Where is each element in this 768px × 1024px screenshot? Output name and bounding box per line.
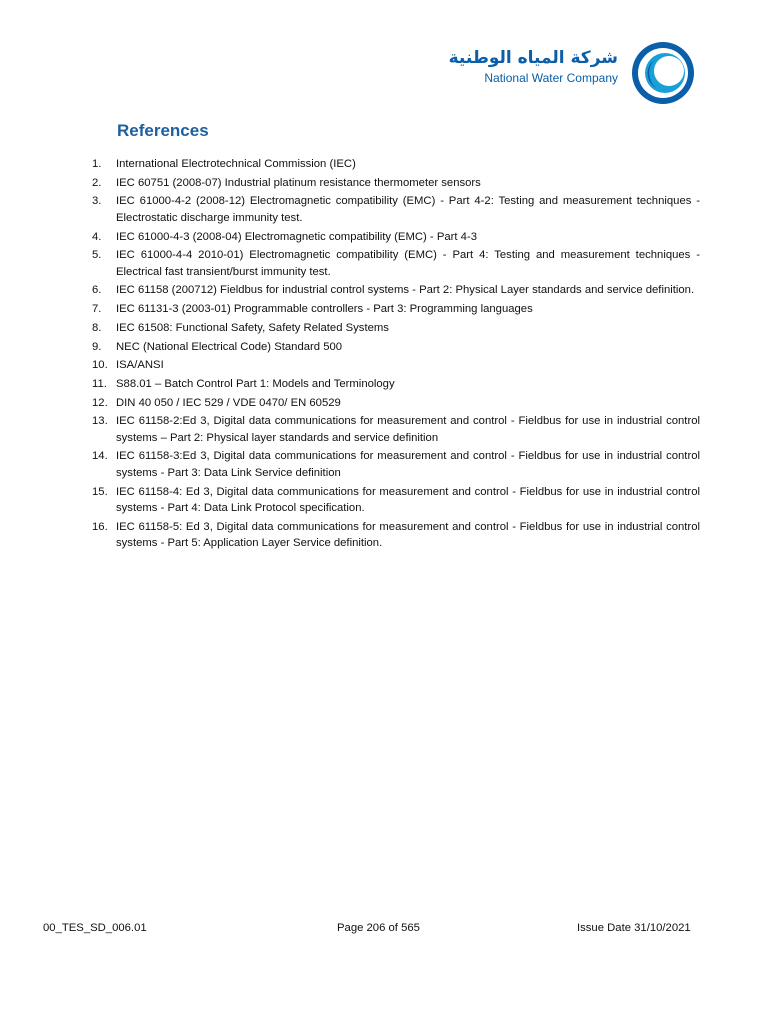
reference-text: IEC 61158-3:Ed 3, Digital data communications for measurement and control - Fieldbus for use in industrial control systems - Part 3: Data Link Service definition <box>116 450 700 479</box>
reference-item <box>92 301 700 318</box>
company-name-english: National Water Company <box>484 71 618 85</box>
reference-number: 1. <box>92 158 102 170</box>
reference-text: IEC 61000-4-4 2010-01) Electromagnetic compatibility (EMC) - Part 4: Testing and measurement techniques - Electrical fast transient/burst immunity test. <box>116 249 700 278</box>
reference-text: IEC 61158 (200712) Fieldbus for industrial control systems - Part 2: Physical Layer standards and service definition. <box>116 284 695 297</box>
logo-text <box>449 48 618 86</box>
reference-text: International Electrotechnical Commission (IEC) <box>116 158 356 170</box>
reference-text: IEC 61158-2:Ed 3, Digital data communications for measurement and control - Fieldbus for use in industrial control systems – Part 2: Physical layer standards and service definition <box>116 415 700 444</box>
reference-number: 14. <box>92 450 108 463</box>
reference-item <box>92 156 700 173</box>
footer-page-number: Page 206 of 565 <box>337 922 420 934</box>
reference-item <box>92 320 700 337</box>
footer-issue-date: Issue Date 31/10/2021 <box>577 922 691 934</box>
footer-document-code: 00_TES_SD_006.01 <box>43 922 147 934</box>
reference-text: IEC 61000-4-2 (2008-12) Electromagnetic compatibility (EMC) - Part 4-2: Testing and measurement techniques - Electrostatic discharge immunity test. <box>116 195 700 224</box>
page-title: References <box>117 121 209 140</box>
reference-number: 5. <box>92 249 102 262</box>
reference-item <box>92 175 700 192</box>
reference-item <box>92 519 700 552</box>
reference-number: 15. <box>92 485 108 498</box>
reference-number: 12. <box>92 396 108 409</box>
reference-item <box>92 282 700 299</box>
reference-text: IEC 61508: Functional Safety, Safety Related Systems <box>116 321 389 334</box>
reference-text: S88.01 – Batch Control Part 1: Models and Terminology <box>116 377 395 390</box>
reference-item <box>92 376 700 393</box>
reference-text: NEC (National Electrical Code) Standard 500 <box>116 340 343 353</box>
company-logo <box>448 40 696 106</box>
references-list <box>92 156 700 554</box>
reference-item <box>92 193 700 226</box>
reference-item <box>92 357 700 374</box>
reference-item <box>92 339 700 356</box>
reference-item <box>92 395 700 412</box>
reference-number: 11. <box>92 377 107 390</box>
reference-number: 3. <box>92 195 102 208</box>
reference-item <box>92 229 700 246</box>
reference-text: IEC 61158-4: Ed 3, Digital data communications for measurement and control - Fieldbus for use in industrial control systems - Part 4: Data Link Protocol specification. <box>116 485 700 515</box>
reference-number: 10. <box>92 359 108 372</box>
reference-number: 16. <box>92 520 108 533</box>
reference-number: 8. <box>92 321 102 334</box>
company-name-arabic: شركة المياه الوطنية <box>448 48 618 68</box>
reference-text: IEC 61000-4-3 (2008-04) Electromagnetic compatibility (EMC) - Part 4-3 <box>116 230 478 243</box>
reference-number: 9. <box>92 340 102 353</box>
water-drop-logo-icon <box>630 40 696 106</box>
reference-text: ISA/ANSI <box>116 359 164 372</box>
reference-item <box>92 484 700 517</box>
reference-text: IEC 61158-5: Ed 3, Digital data communications for measurement and control - Fieldbus for use in industrial control systems - Part 5: Application Layer Service definition. <box>116 520 700 550</box>
reference-number: 13. <box>92 415 108 428</box>
reference-item <box>92 448 700 481</box>
reference-item <box>92 247 700 280</box>
reference-text: DIN 40 050 / IEC 529 / VDE 0470/ EN 60529 <box>116 396 341 409</box>
reference-item <box>92 413 700 446</box>
reference-number: 2. <box>92 176 102 189</box>
reference-number: 4. <box>92 230 102 243</box>
reference-number: 7. <box>92 303 102 316</box>
reference-text: IEC 60751 (2008-07) Industrial platinum resistance thermometer sensors <box>116 176 481 189</box>
reference-number: 6. <box>92 284 102 297</box>
reference-text: IEC 61131-3 (2003-01) Programmable controllers - Part 3: Programming languages <box>116 303 533 316</box>
